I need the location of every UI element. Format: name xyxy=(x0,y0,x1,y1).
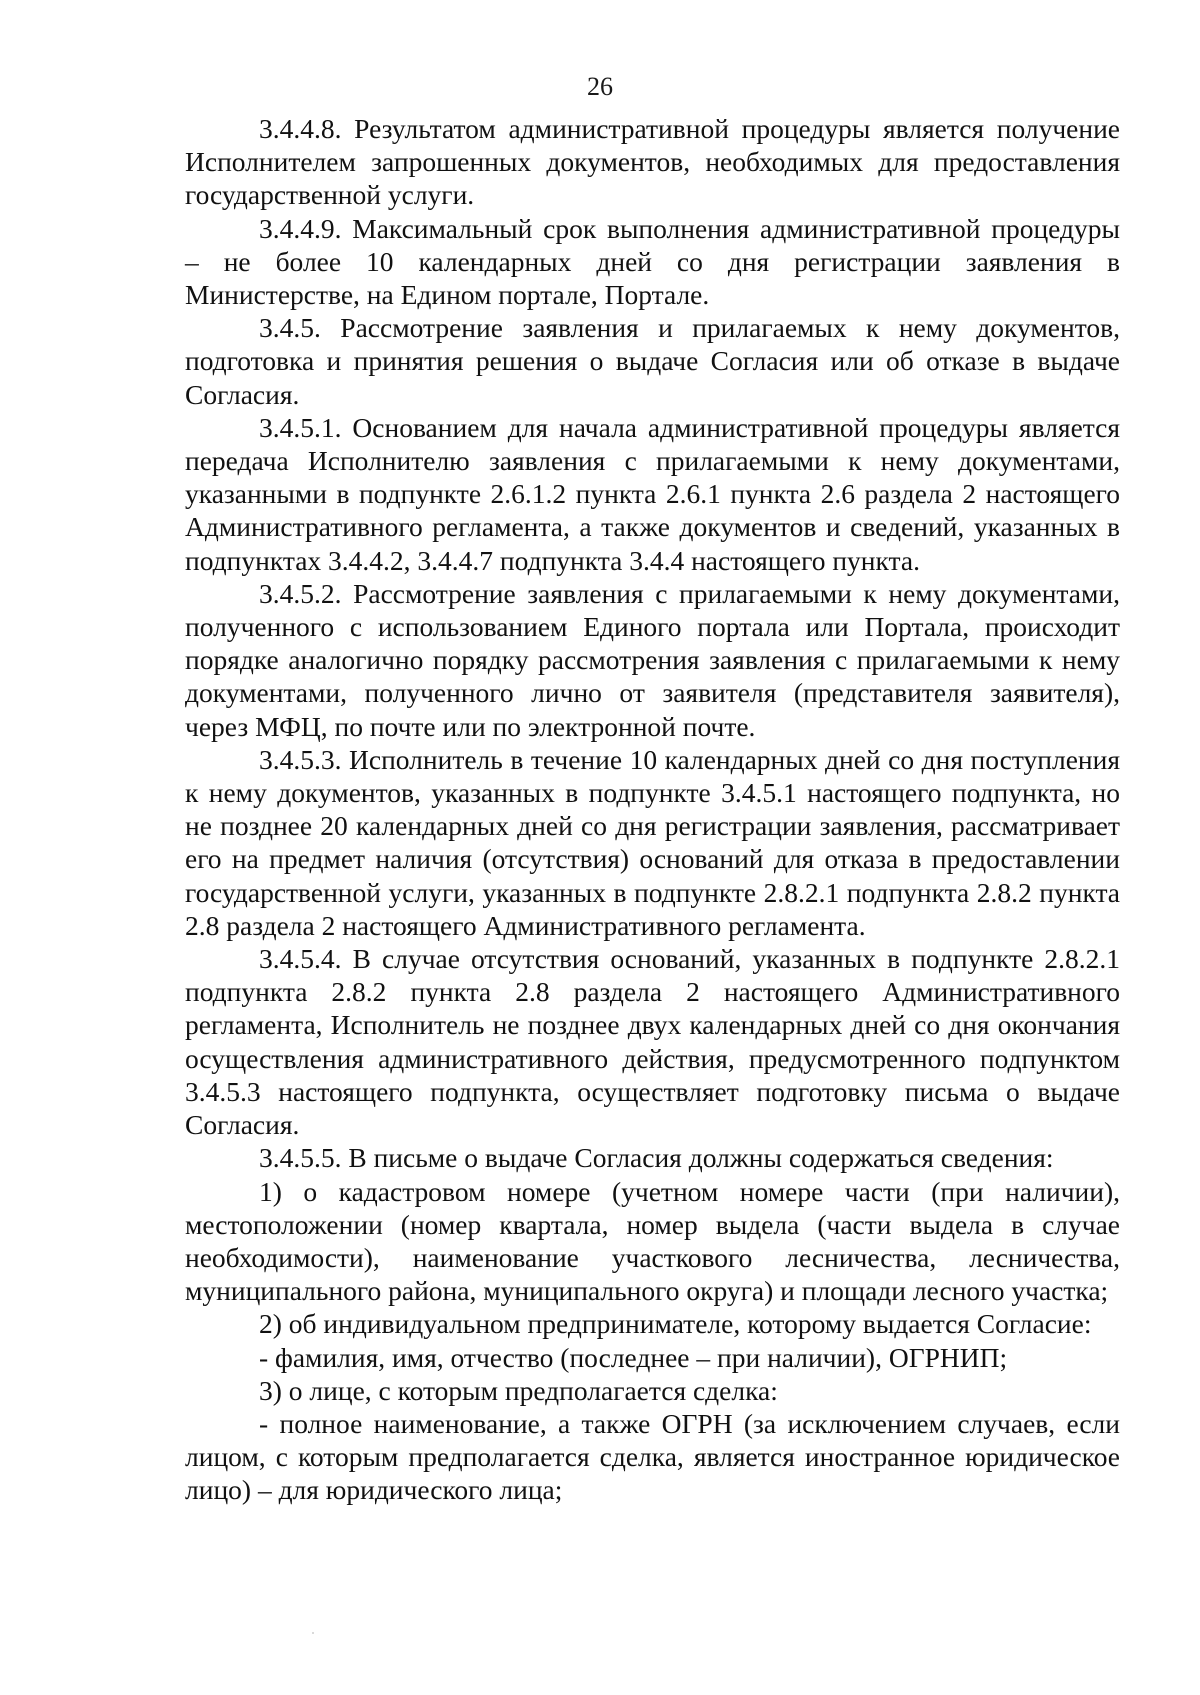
list-item-1: 1) о кадастровом номере (учетном номере части (при наличии), местоположении (номер квартала, номер выдела (части выдела в случае необходимости), наименование участкового лесничества, лесничества, муниципального района, муниципального округа) и площади лесного участка; xyxy=(185,1175,1120,1307)
scan-artifact xyxy=(312,1632,314,1634)
paragraph-3-4-5-4: 3.4.5.4. В случае отсутствия оснований, указанных в подпункте 2.8.2.1 подпункта 2.8.2 пункта 2.8 раздела 2 настоящего Административного регламента, Исполнитель не позднее двух календарных дней со дня окончания осуществления административного действия, предусмотренного подпунктом 3.4.5.3 настоящего подпункта, осуществляет подготовку письма о выдаче Согласия. xyxy=(185,943,1120,1141)
list-item-2-dash: - фамилия, имя, отчество (последнее – при наличии), ОГРНИП; xyxy=(259,1341,1008,1373)
paragraph-3-4-5-5: 3.4.5.5. В письме о выдаче Согласия должны содержаться сведения: xyxy=(259,1142,1054,1174)
paragraph-3-4-4-9: 3.4.4.9. Максимальный срок выполнения административной процедуры – не более 10 календарных дней со дня регистрации заявления в Министерстве, на Едином портале, Портале. xyxy=(185,212,1120,311)
paragraph-3-4-5-3: 3.4.5.3. Исполнитель в течение 10 календарных дней со дня поступления к нему документов, указанных в подпункте 3.4.5.1 настоящего подпункта, но не позднее 20 календарных дней со дня регистрации заявления, рассматривает его на предмет наличия (отсутствия) оснований для отказа в предоставлении государственной услуги, указанных в подпункте 2.8.2.1 подпункта 2.8.2 пункта 2.8 раздела 2 настоящего Административного регламента. xyxy=(185,743,1120,941)
list-item-3: 3) о лице, с которым предполагается сделка: xyxy=(259,1374,778,1406)
document-body xyxy=(185,112,1120,1507)
list-item-3-dash: - полное наименование, а также ОГРН (за исключением случаев, если лицом, с которым предполагается сделка, является иностранное юридическое лицо) – для юридического лица; xyxy=(185,1407,1120,1506)
paragraph-3-4-5: 3.4.5. Рассмотрение заявления и прилагаемых к нему документов, подготовка и принятия решения о выдаче Согласия или об отказе в выдаче Согласия. xyxy=(185,312,1120,410)
list-item-2: 2) об индивидуальном предпринимателе, которому выдается Согласие: xyxy=(259,1308,1092,1340)
paragraph-3-4-4-8: 3.4.4.8. Результатом административной процедуры является получение Исполнителем запрошенных документов, необходимых для предоставления государственной услуги. xyxy=(185,113,1120,211)
page-number: 26 xyxy=(587,72,613,101)
paragraph-3-4-5-1: 3.4.5.1. Основанием для начала административной процедуры является передача Исполнителю заявления с прилагаемыми к нему документами, указанными в подпункте 2.6.1.2 пункта 2.6.1 пункта 2.6 раздела 2 настоящего Административного регламента, а также документов и сведений, указанных в подпунктах 3.4.4.2, 3.4.4.7 подпункта 3.4.4 настоящего пункта. xyxy=(185,411,1120,576)
paragraph-3-4-5-2: 3.4.5.2. Рассмотрение заявления с прилагаемыми к нему документами, полученного с использованием Единого портала или Портала, происходит порядке аналогично порядку рассмотрения заявления с прилагаемыми к нему документами, полученного лично от заявителя (представителя заявителя), через МФЦ, по почте или по электронной почте. xyxy=(185,577,1120,742)
